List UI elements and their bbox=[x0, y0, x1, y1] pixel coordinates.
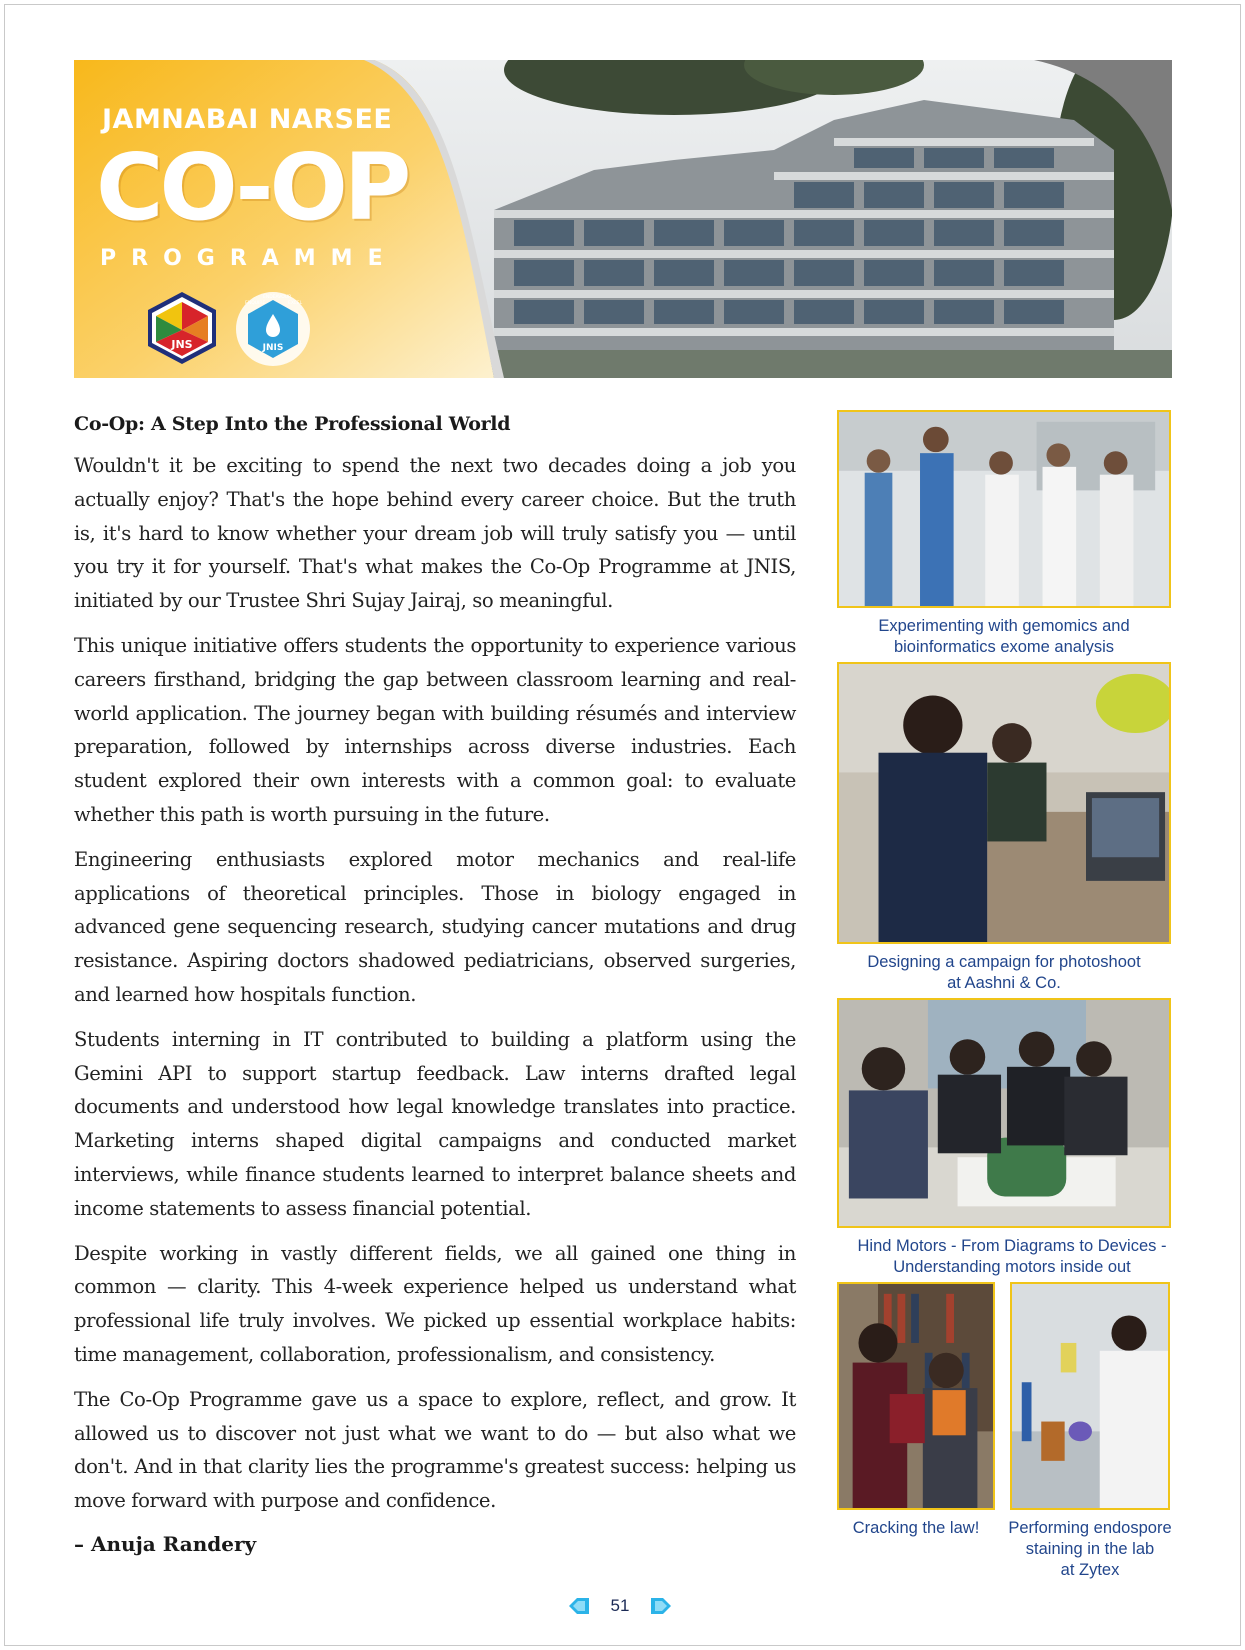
jns-logo-icon bbox=[144, 290, 220, 366]
group-photo-image bbox=[839, 412, 1169, 606]
header-banner bbox=[74, 60, 1172, 378]
caption-campaign-line-2: at Aashni & Co. bbox=[947, 974, 1061, 992]
lab-staining-image bbox=[1012, 1284, 1168, 1508]
caption-endospore bbox=[1006, 1518, 1174, 1581]
law-books-image bbox=[839, 1284, 993, 1508]
caption-genomics-line-2: bioinformatics exome analysis bbox=[893, 638, 1115, 656]
laptop-work-image bbox=[839, 664, 1169, 942]
caption-endospore-line-1: Performing endospore bbox=[1008, 1519, 1172, 1537]
caption-endospore-line-3: at Zytex bbox=[1060, 1561, 1120, 1579]
brand-block bbox=[74, 60, 454, 378]
photo-genomics-lab bbox=[837, 410, 1171, 608]
photo-hind-motors bbox=[837, 998, 1171, 1228]
svg-text:EXCEL: EXCEL bbox=[288, 301, 303, 306]
svg-text:JNIS: JNIS bbox=[262, 343, 284, 353]
svg-text:ENQUIRE: ENQUIRE bbox=[245, 301, 266, 306]
brand-school-name: JAMNABAI NARSEE bbox=[102, 104, 393, 135]
photo-campaign-design bbox=[837, 662, 1171, 944]
article-paragraph-5: Despite working in vastly different fields, we all gained one thing in common — clarity. This 4-week experience helped us understand what professional life truly involves. We picked up essential workplace habits: time management, collaboration, professionalism, and consistency. bbox=[74, 1241, 796, 1366]
caption-law-line-1: Cracking the law! bbox=[852, 1519, 980, 1537]
jnis-logo-icon bbox=[234, 290, 312, 368]
svg-text:ENDEAVOUR: ENDEAVOUR bbox=[263, 295, 292, 300]
caption-hind-motors-line-1: Hind Motors - From Diagrams to Devices - bbox=[857, 1237, 1167, 1255]
photo-cracking-law bbox=[837, 1282, 995, 1510]
article-paragraph-2: This unique initiative offers students the opportunity to experience various careers firsthand, bridging the gap between classroom learning and real-world application. The journey began with building résumés and interview preparation, followed by internships across diverse industries. Each student explored their own interests with a common goal: to evaluate whether this path is worth pursuing in the future. bbox=[74, 633, 796, 826]
caption-campaign-line-1: Designing a campaign for photoshoot bbox=[867, 953, 1141, 971]
article-paragraph-4: Students interning in IT contributed to building a platform using the Gemini API to support startup feedback. Law interns drafted legal documents and understood how legal knowledge translates into practice. Marketing interns shaped digital campaigns and conducted market interviews, while finance students learned to interpret balance sheets and income statements to assess financial potential. bbox=[74, 1027, 796, 1220]
article-author: – Anuja Randery bbox=[74, 1531, 257, 1556]
caption-hind-motors-line-2: Understanding motors inside out bbox=[893, 1258, 1131, 1276]
svg-text:JNS: JNS bbox=[171, 338, 193, 351]
caption-campaign bbox=[837, 952, 1171, 994]
brand-programme-label: PROGRAMME bbox=[100, 246, 398, 271]
article-paragraph-1: Wouldn't it be exciting to spend the next two decades doing a job you actually enjoy? That's the hope behind every career choice. But the truth is, it's hard to know whether your dream job will truly satisfy you — until you try it for yourself. That's what makes the Co-Op Programme at JNIS, initiated by our Trustee Shri Sujay Jairaj, so meaningful. bbox=[74, 454, 796, 613]
page-number-footer bbox=[567, 1594, 673, 1618]
photo-endospore-lab bbox=[1010, 1282, 1170, 1510]
article-body bbox=[74, 413, 796, 1556]
caption-genomics bbox=[837, 616, 1171, 658]
article-paragraph-3: Engineering enthusiasts explored motor mechanics and real-life applications of theoretical principles. Those in biology engaged in advanced gene sequencing research, studying cancer mutations and drug resistance. Aspiring doctors shadowed pediatricians, observed surgeries, and learned how hospitals function. bbox=[74, 847, 796, 1006]
article-heading: Co-Op: A Step Into the Professional World bbox=[74, 413, 511, 435]
caption-endospore-line-2: staining in the lab bbox=[1025, 1540, 1155, 1558]
caption-hind-motors bbox=[847, 1236, 1177, 1278]
page-number: 51 bbox=[610, 1596, 630, 1615]
caption-law bbox=[837, 1518, 995, 1539]
brand-coop-wordmark: CO-OP bbox=[96, 134, 408, 241]
article-paragraph-6: The Co-Op Programme gave us a space to explore, reflect, and grow. It allowed us to discover not just what we want to do — but also what we don't. And in that clarity lies the programme's greatest success: helping us move forward with purpose and confidence. bbox=[74, 1387, 796, 1513]
caption-genomics-line-1: Experimenting with gemomics and bbox=[878, 617, 1130, 635]
motor-workshop-image bbox=[839, 1000, 1169, 1226]
